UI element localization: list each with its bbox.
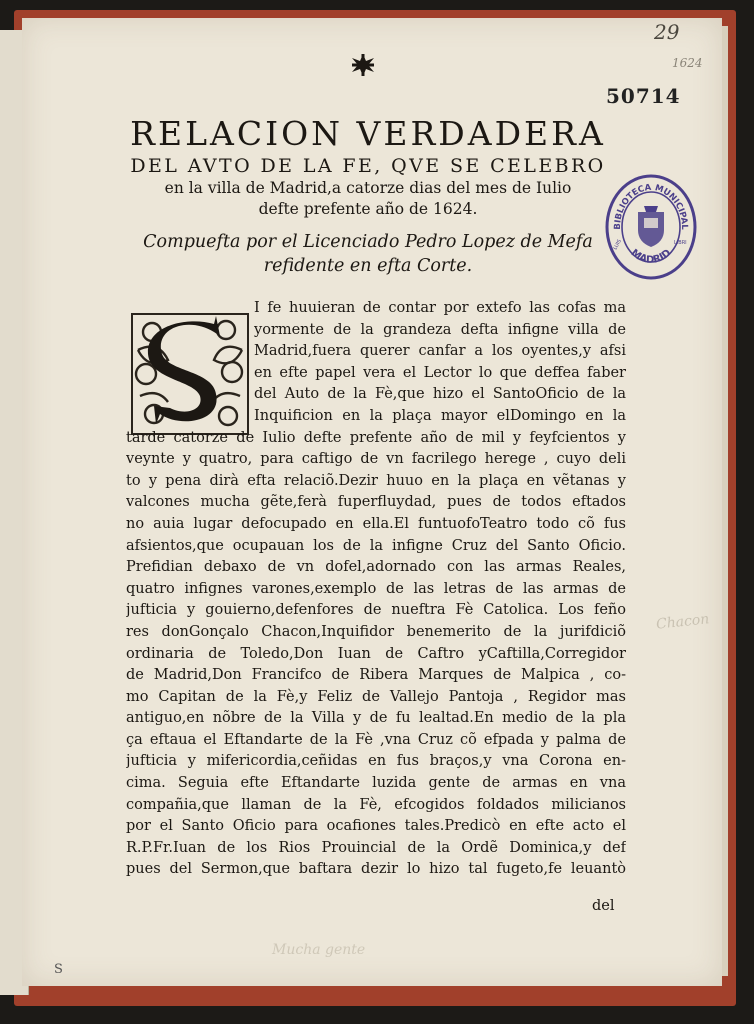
body-text bbox=[126, 298, 626, 881]
body-line: I fe huuieran de contar por extefo las cofas ma bbox=[254, 300, 626, 316]
body-line: pues del Sermon,que baftara dezir lo hizo tal fugeto,fe leuantò bbox=[126, 861, 626, 878]
body-line: yormente de la grandeza defta infigne villa de bbox=[254, 321, 626, 338]
page-edge bbox=[722, 26, 728, 976]
body-line: R.P.Fr.Iuan de los Rios Prouincial de la Ordẽ Dominica,y def bbox=[126, 839, 626, 856]
title-line-2: DEL AVTO DE LA FE, QVE SE CELEBRO bbox=[130, 155, 606, 177]
bottom-mark: S bbox=[54, 962, 63, 977]
body-line: tarde catorze de Iulio defte prefente año de mil y feyfcientos y bbox=[126, 429, 626, 446]
library-stamp bbox=[604, 170, 698, 280]
body-line: jufticia y mifericordia,ceñidas en fus braços,y vna Corona en- bbox=[126, 753, 626, 770]
body-line: del Auto de la Fè,que hizo el SantoOficio de la bbox=[254, 386, 626, 403]
body-line: Inquificion en la plaça mayor elDomingo en la bbox=[254, 407, 626, 424]
body-line: valcones mucha gẽte,ferà fuperfluydad, pues de todos eftados bbox=[126, 494, 626, 511]
body-line: por el Santo Oficio para ocafiones tales.Predicò en efte acto el bbox=[126, 818, 626, 835]
coat-of-arms-icon bbox=[638, 212, 664, 247]
body-line: de Madrid,Don Francifco de Ribera Marques de Malpica , co- bbox=[126, 667, 626, 684]
bottom-bleedthrough-note: Mucha gente bbox=[272, 942, 366, 958]
catchword: del bbox=[592, 898, 615, 914]
stamp-right-text: LIBRI bbox=[674, 240, 687, 246]
body-line: ça eftaua el Eftandarte de la Fè ,vna Cruz cõ efpada y palma de bbox=[126, 731, 626, 748]
shelf-number: 50714 bbox=[606, 84, 681, 108]
body-line: antiguo,en nõbre de la Villa y de fu lealtad.En medio de la pla bbox=[126, 710, 626, 727]
body-line: cima. Seguia efte Eftandarte luzida gente de armas en vna bbox=[126, 775, 626, 792]
margin-note: Chacon bbox=[655, 611, 711, 633]
stamp-top-text: BIBLIOTECA MUNICIPAL bbox=[612, 182, 690, 230]
body-line: compañia,que llaman de la Fè, efcogidos foldados milicianos bbox=[126, 796, 626, 813]
body-line: veynte y quatro, para caftigo de vn facrilego herege , cuyo deli bbox=[126, 451, 626, 468]
author-line-1: Compuefta por el Licenciado Pedro Lopez de Mefa bbox=[143, 232, 593, 252]
handwritten-year: 1624 bbox=[672, 56, 703, 70]
body-line: quatro infignes varones,exemplo de las letras de las armas de bbox=[126, 580, 626, 597]
body-line: res donGonçalo Chacon,Inquifidor benemerito de la jurifdiciõ bbox=[126, 623, 626, 640]
body-line: to y pena dirà efta relaciõ.Dezir huuo en la plaça en vẽtanas y bbox=[126, 472, 626, 489]
title-line-3: en la villa de Madrid,a catorze dias del mes de Iulio bbox=[164, 179, 572, 197]
body-line: mo Capitan de la Fè,y Feliz de Vallejo Pantoja , Regidor mas bbox=[126, 688, 626, 705]
document-page bbox=[22, 18, 722, 986]
stamp-left-text: LUIS bbox=[612, 238, 623, 251]
body-line: Prefidian debaxo de vn dofel,adornado con las armas Reales, bbox=[126, 559, 626, 576]
stamp-bottom-text: MADRID bbox=[628, 247, 674, 266]
title-line-1: RELACION VERDADERA bbox=[130, 114, 606, 153]
body-line: jufticia y gouierno,defenfores de nueftra Fè Catolica. Los feño bbox=[126, 602, 626, 619]
body-line: no auia lugar defocupado en ella.El funtuofoTeatro todo cõ fus bbox=[126, 515, 626, 532]
svg-text:MADRID bbox=[629, 247, 674, 265]
title-block bbox=[118, 114, 618, 278]
body-line: Madrid,fuera querer canfar a los oyentes,y afsi bbox=[254, 343, 626, 360]
body-line: ordinaria de Toledo,Don Iuan de Caftro yCaftilla,Corregidor bbox=[126, 645, 626, 662]
author-line-2: refidente en efta Corte. bbox=[263, 256, 473, 276]
body-line: en efte papel vera el Lector lo que deffea faber bbox=[254, 364, 626, 381]
handwritten-number: 29 bbox=[654, 20, 680, 44]
title-line-4: defte prefente año de 1624. bbox=[258, 200, 478, 218]
body-line: afsientos,que ocupauan los de la infigne Cruz del Santo Oficio. bbox=[126, 537, 626, 554]
cross-icon bbox=[350, 52, 376, 78]
